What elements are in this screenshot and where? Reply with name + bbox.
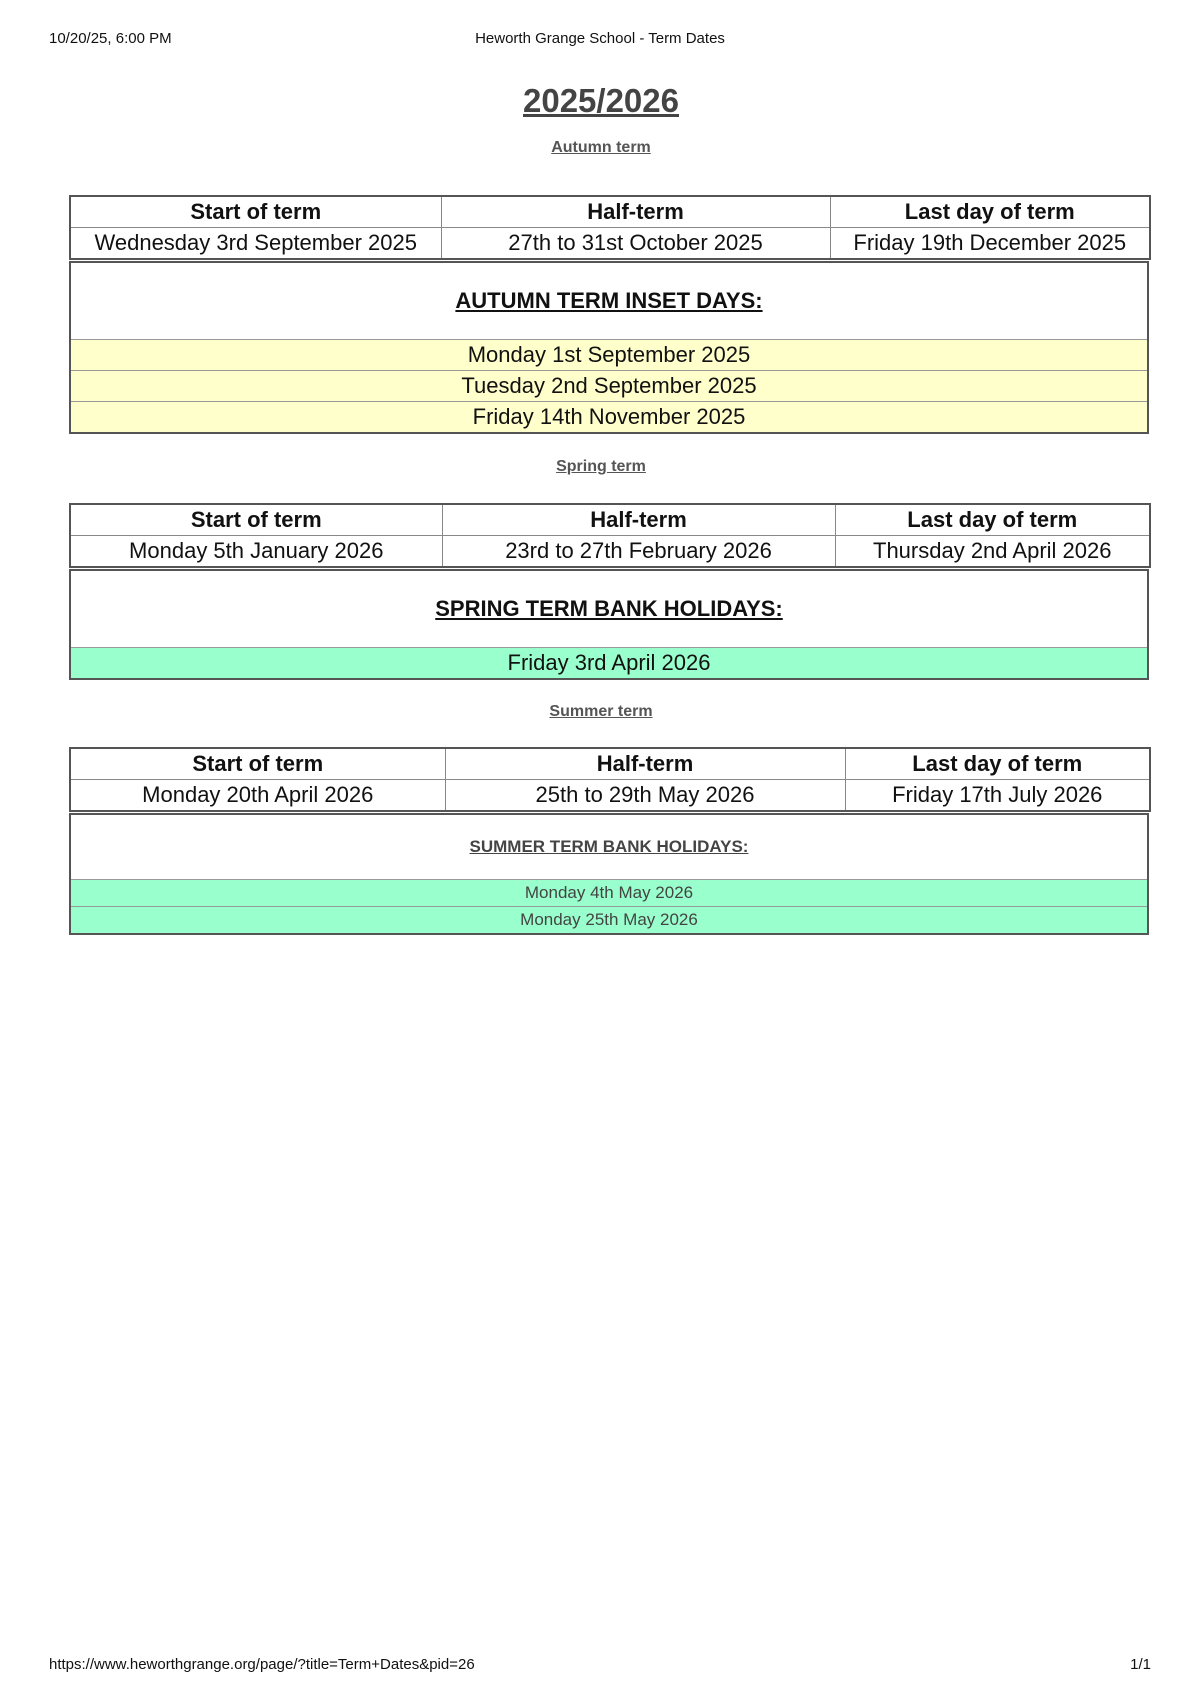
print-datetime: 10/20/25, 6:00 PM [49,30,172,47]
summer-term-table [69,747,1151,812]
column-header-start: Start of term [70,196,441,228]
spring-bank-holidays-title: SPRING TERM BANK HOLIDAYS: [435,596,783,621]
print-footer [49,1656,1151,1676]
spring-term-table [69,503,1151,568]
column-header-half-term: Half-term [442,504,835,536]
summer-bank-holidays-box [69,813,1149,935]
print-url: https://www.heworthgrange.org/page/?title=Term+Dates&pid=26 [49,1656,475,1673]
autumn-term-heading: Autumn term [551,139,651,156]
list-item: Monday 25th May 2026 [71,906,1147,933]
column-header-last-day: Last day of term [845,748,1150,780]
spring-start-date: Monday 5th January 2026 [70,536,442,568]
autumn-inset-days-title: AUTUMN TERM INSET DAYS: [455,288,763,313]
column-header-half-term: Half-term [445,748,845,780]
autumn-last-day: Friday 19th December 2025 [830,228,1150,260]
summer-half-term-dates: 25th to 29th May 2026 [445,780,845,812]
summer-last-day: Friday 17th July 2026 [845,780,1150,812]
summer-bank-holidays-title: SUMMER TERM BANK HOLIDAYS: [469,837,749,856]
table-header-row [70,748,1150,780]
year-title: 2025/2026 [523,82,679,119]
list-item: Monday 1st September 2025 [71,339,1147,370]
column-header-start: Start of term [70,504,442,536]
list-item: Friday 3rd April 2026 [71,647,1147,678]
table-row [70,228,1150,260]
autumn-inset-days-box [69,261,1149,434]
print-page-title: Heworth Grange School - Term Dates [475,30,725,47]
print-header [49,30,1151,50]
spring-bank-holidays-box [69,569,1149,680]
column-header-start: Start of term [70,748,445,780]
autumn-term-table [69,195,1151,260]
table-row [70,780,1150,812]
list-item: Tuesday 2nd September 2025 [71,370,1147,401]
table-row [70,536,1150,568]
spring-half-term-dates: 23rd to 27th February 2026 [442,536,835,568]
summer-start-date: Monday 20th April 2026 [70,780,445,812]
column-header-last-day: Last day of term [835,504,1150,536]
table-header-row [70,504,1150,536]
spring-term-heading: Spring term [556,458,646,475]
table-header-row [70,196,1150,228]
autumn-start-date: Wednesday 3rd September 2025 [70,228,441,260]
autumn-half-term-dates: 27th to 31st October 2025 [441,228,830,260]
list-item: Monday 4th May 2026 [71,879,1147,906]
summer-term-heading: Summer term [549,703,653,720]
list-item: Friday 14th November 2025 [71,401,1147,432]
spring-last-day: Thursday 2nd April 2026 [835,536,1150,568]
column-header-half-term: Half-term [441,196,830,228]
column-header-last-day: Last day of term [830,196,1150,228]
print-page-count: 1/1 [1130,1656,1151,1673]
